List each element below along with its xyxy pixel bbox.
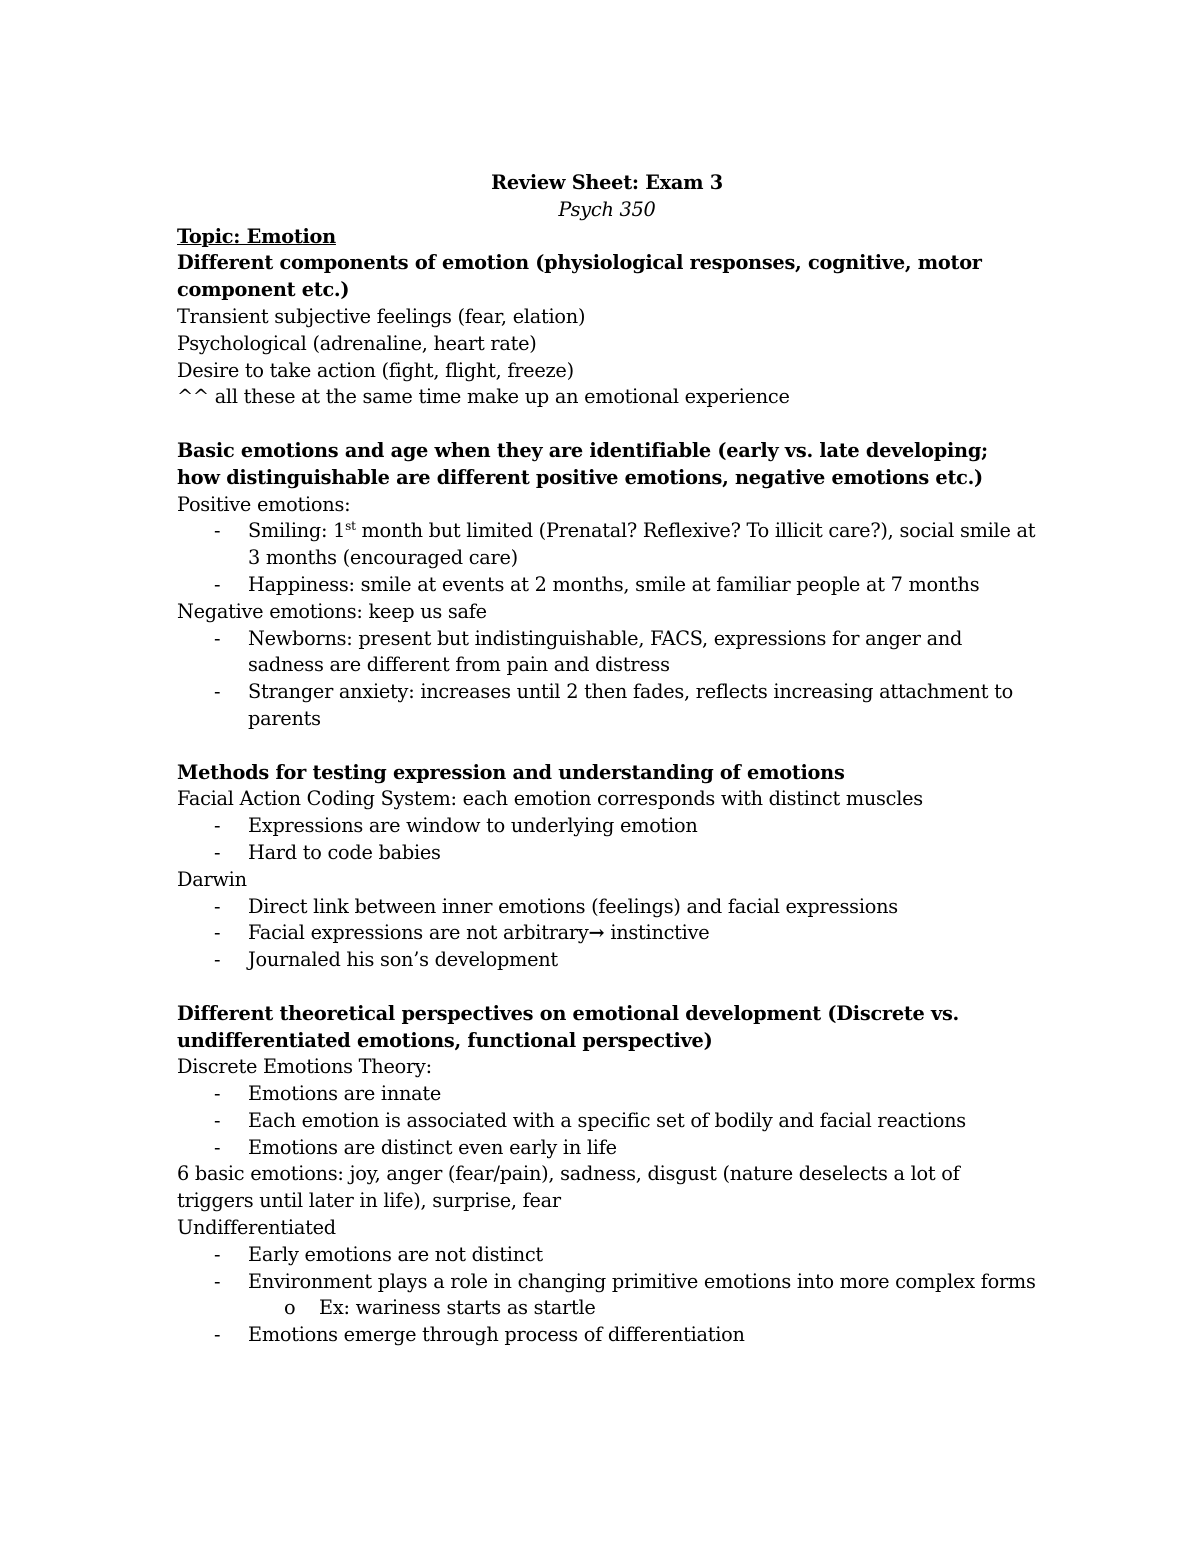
ordinal-suffix: st bbox=[345, 519, 356, 534]
list-item bbox=[177, 1108, 1037, 1135]
bullet-dash: - bbox=[214, 519, 221, 543]
bullet-dash: - bbox=[214, 572, 221, 596]
list-item-text: Each emotion is associated with a specific set of bodily and facial reactions bbox=[248, 1108, 966, 1132]
paragraph-line: Negative emotions: keep us safe bbox=[177, 599, 487, 623]
list-item-text: Hard to code babies bbox=[248, 840, 441, 864]
bullet-dash: - bbox=[214, 1135, 221, 1159]
document-title: Review Sheet: Exam 3 bbox=[491, 171, 723, 194]
bullet-dash: - bbox=[214, 894, 221, 918]
list-item-text: Stranger anxiety: increases until 2 then fades, reflects increasing attachment to parents bbox=[248, 680, 1013, 730]
list-item-text: Happiness: smile at events at 2 months, smile at familiar people at 7 months bbox=[248, 572, 980, 596]
list-item-text: Environment plays a role in changing primitive emotions into more complex forms bbox=[248, 1269, 1036, 1293]
section-heading-perspectives: Different theoretical perspectives on emotional development (Discrete vs. undifferentiated emotions, functional perspective) bbox=[177, 1001, 960, 1052]
paragraph-line: Transient subjective feelings (fear, elation) bbox=[177, 304, 586, 328]
bullet-dash: - bbox=[214, 626, 221, 650]
course-name: Psych 350 bbox=[558, 197, 656, 221]
bullet-dash: - bbox=[214, 921, 221, 945]
bullet-dash: - bbox=[214, 1082, 221, 1106]
document-body bbox=[177, 170, 1037, 1349]
right-arrow-icon: → bbox=[588, 921, 605, 945]
paragraph-line: Discrete Emotions Theory: bbox=[177, 1055, 432, 1079]
list-item-text: month but limited (Prenatal? Reflexive? To illicit care?), social smile at 3 months (encouraged care) bbox=[248, 519, 1036, 570]
bullet-dash: - bbox=[214, 1242, 221, 1266]
list-item bbox=[177, 920, 1037, 947]
paragraph-line: ^^ all these at the same time make up an emotional experience bbox=[177, 385, 790, 409]
sub-list-item bbox=[177, 1295, 1037, 1322]
bullet-dash: - bbox=[214, 948, 221, 972]
blank-line bbox=[177, 974, 1037, 1001]
list-item bbox=[177, 1269, 1037, 1296]
list-item-text: Direct link between inner emotions (feelings) and facial expressions bbox=[248, 894, 898, 918]
bullet-dash: - bbox=[214, 1108, 221, 1132]
list-item bbox=[177, 1322, 1037, 1349]
paragraph-line: Undifferentiated bbox=[177, 1216, 336, 1240]
section-heading-methods: Methods for testing expression and understanding of emotions bbox=[177, 760, 845, 784]
list-item-text: Smiling: 1 bbox=[248, 519, 346, 543]
bullet-dash: - bbox=[214, 840, 221, 864]
list-item-text: Newborns: present but indistinguishable, FACS, expressions for anger and sadness are different from pain and distress bbox=[248, 626, 963, 677]
list-item-text: instinctive bbox=[604, 921, 710, 945]
list-item-text: Emotions are distinct even early in life bbox=[248, 1135, 617, 1159]
list-item bbox=[177, 894, 1037, 921]
list-item-text: Facial expressions are not arbitrary bbox=[248, 921, 589, 945]
section-heading-basic-emotions: Basic emotions and age when they are identifiable (early vs. late developing; how distinguishable are different positive emotions, negative emotions etc.) bbox=[177, 438, 988, 489]
paragraph-line: Darwin bbox=[177, 867, 247, 891]
paragraph-line: 6 basic emotions: joy, anger (fear/pain), sadness, disgust (nature deselects a lot of triggers until later in life), surprise, fear bbox=[177, 1162, 960, 1213]
list-item-text: Early emotions are not distinct bbox=[248, 1242, 543, 1266]
list-item bbox=[177, 679, 1037, 733]
paragraph-line: Facial Action Coding System: each emotion corresponds with distinct muscles bbox=[177, 787, 923, 811]
section-heading-components: Different components of emotion (physiological responses, cognitive, motor component etc.) bbox=[177, 251, 982, 302]
paragraph-line: Desire to take action (fight, flight, freeze) bbox=[177, 358, 574, 382]
list-item bbox=[177, 572, 1037, 599]
list-item-text: Journaled his son’s development bbox=[248, 948, 558, 972]
list-item-text: Emotions emerge through process of differentiation bbox=[248, 1323, 745, 1347]
list-item bbox=[177, 626, 1037, 680]
topic-heading: Topic: Emotion bbox=[177, 224, 336, 248]
list-item bbox=[177, 947, 1037, 974]
bullet-dash: - bbox=[214, 1323, 221, 1347]
blank-line bbox=[177, 733, 1037, 760]
list-item bbox=[177, 518, 1037, 572]
list-item bbox=[177, 1081, 1037, 1108]
bullet-dash: - bbox=[214, 1269, 221, 1293]
list-item bbox=[177, 1242, 1037, 1269]
list-item bbox=[177, 1135, 1037, 1162]
paragraph-line: Positive emotions: bbox=[177, 492, 351, 516]
paragraph-line: Psychological (adrenaline, heart rate) bbox=[177, 331, 537, 355]
list-item-text: Emotions are innate bbox=[248, 1082, 442, 1106]
list-item-text: Ex: wariness starts as startle bbox=[319, 1296, 596, 1320]
list-item-text: Expressions are window to underlying emotion bbox=[248, 814, 698, 838]
blank-line bbox=[177, 411, 1037, 438]
list-item bbox=[177, 813, 1037, 840]
bullet-dash: - bbox=[214, 814, 221, 838]
list-item bbox=[177, 840, 1037, 867]
bullet-circle: o bbox=[284, 1296, 296, 1320]
bullet-dash: - bbox=[214, 680, 221, 704]
